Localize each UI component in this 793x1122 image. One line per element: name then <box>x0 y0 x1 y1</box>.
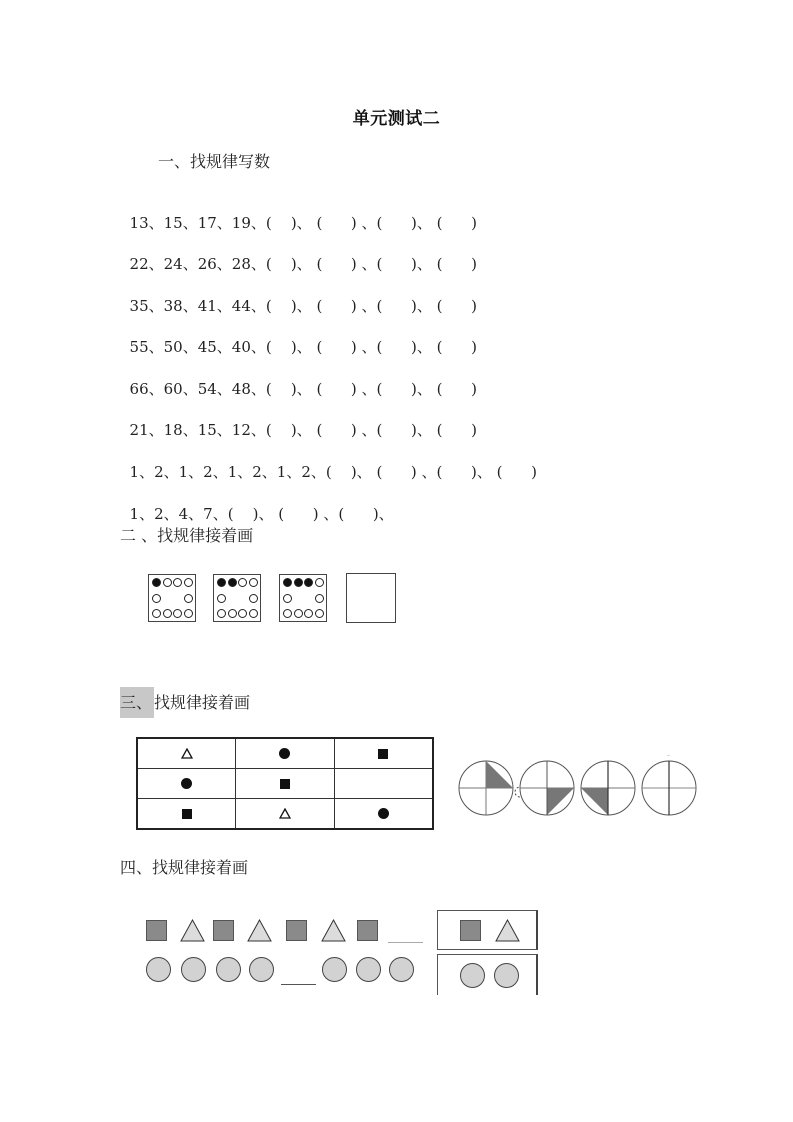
empty-dot-icon <box>315 609 324 618</box>
square-icon <box>182 809 192 819</box>
gray-triangle-icon <box>321 919 346 942</box>
gray-triangle-icon <box>180 919 205 942</box>
sequence-given: 21、18、15、12、 <box>129 421 266 439</box>
empty-dot-icon <box>249 609 258 618</box>
gray-square-icon <box>286 920 307 941</box>
sequence-row <box>120 231 477 273</box>
option-box-circles[interactable] <box>437 954 538 995</box>
filled-dot-icon <box>283 578 292 587</box>
pie-bottom-right-shaded-icon <box>520 761 574 815</box>
answer-blank-line[interactable] <box>281 984 316 985</box>
sequence-blanks[interactable]: ( )、 ( ) 、( )、 ( ) <box>325 463 537 481</box>
triangle-outline-icon <box>279 808 291 819</box>
grid-cell-answer[interactable] <box>334 769 433 799</box>
gray-square-icon <box>146 920 167 941</box>
empty-dot-icon <box>217 609 226 618</box>
empty-dot-icon <box>283 594 292 603</box>
grid-cell <box>137 799 236 830</box>
dice-pattern-3 <box>279 574 327 622</box>
empty-dot-icon <box>184 609 193 618</box>
empty-dot-icon <box>152 609 161 618</box>
sequence-given: 55、50、45、40、 <box>129 338 266 356</box>
dice-pattern-1 <box>148 574 196 622</box>
gray-circle-icon <box>181 957 206 982</box>
square-icon <box>378 749 388 759</box>
sequence-blanks[interactable]: ( )、 ( ) 、( )、 ( ) <box>265 421 477 439</box>
sequence-row <box>120 314 477 356</box>
empty-dot-icon <box>228 609 237 618</box>
empty-dot-icon <box>173 609 182 618</box>
gray-circle-icon <box>494 963 519 988</box>
gray-square-icon <box>460 920 481 941</box>
filled-dot-icon <box>304 578 313 587</box>
gray-circle-icon <box>356 957 381 982</box>
sequence-blanks[interactable]: ( )、 ( ) 、( )、 ( ) <box>265 255 477 273</box>
sequence-given: 1、2、4、7、 <box>129 505 228 523</box>
sequence-blanks[interactable]: ( )、 ( ) 、( )、 <box>227 505 394 523</box>
empty-dot-icon <box>173 578 182 587</box>
sequence-given: 22、24、26、28、 <box>129 255 266 273</box>
shape-grid <box>136 737 434 830</box>
empty-dot-icon <box>238 609 247 618</box>
section1-heading: 一、找规律写数 <box>158 152 271 171</box>
circle-icon <box>378 808 389 819</box>
pie-blank-answer-icon[interactable] <box>642 755 696 815</box>
filled-dot-icon <box>294 578 303 587</box>
pie-sequence <box>455 755 705 825</box>
dice-answer-box[interactable] <box>346 573 396 623</box>
section3-heading-number: 三、 <box>120 687 154 718</box>
pie-bottom-left-shaded-icon <box>581 761 635 815</box>
triangle-outline-icon <box>181 748 193 759</box>
empty-dot-icon <box>238 578 247 587</box>
sequence-row <box>120 397 477 439</box>
circle-icon <box>279 748 290 759</box>
gray-circle-icon <box>216 957 241 982</box>
grid-cell <box>236 799 335 830</box>
sequence-given: 35、38、41、44、 <box>129 297 266 315</box>
sequence-blanks[interactable]: ( )、 ( ) 、( )、 ( ) <box>265 214 477 232</box>
sequence-given: 66、60、54、48、 <box>129 380 266 398</box>
empty-dot-icon <box>217 594 226 603</box>
grid-cell <box>137 769 236 799</box>
sequence-given: 13、15、17、19、 <box>129 214 266 232</box>
empty-dot-icon <box>163 578 172 587</box>
dice-pattern-2 <box>213 574 261 622</box>
grid-cell <box>137 738 236 769</box>
empty-dot-icon <box>249 594 258 603</box>
section3-heading <box>120 690 250 713</box>
answer-blank-line[interactable] <box>388 942 423 943</box>
sequence-row <box>120 356 477 398</box>
gray-circle-icon <box>249 957 274 982</box>
gray-circle-icon <box>389 957 414 982</box>
empty-dot-icon <box>315 594 324 603</box>
empty-dot-icon <box>315 578 324 587</box>
sequence-row <box>120 190 477 232</box>
empty-dot-icon <box>294 609 303 618</box>
sequence-row <box>120 439 537 481</box>
grid-cell <box>236 738 335 769</box>
section2-heading: 二 、找规律接着画 <box>120 526 254 545</box>
grid-cell <box>236 769 335 799</box>
square-icon <box>280 779 290 789</box>
circle-icon <box>181 778 192 789</box>
empty-dot-icon <box>283 609 292 618</box>
filled-dot-icon <box>228 578 237 587</box>
sequence-blanks[interactable]: ( )、 ( ) 、( )、 ( ) <box>265 338 477 356</box>
svg-text:*: * <box>667 755 670 760</box>
empty-dot-icon <box>152 594 161 603</box>
empty-dot-icon <box>249 578 258 587</box>
filled-dot-icon <box>152 578 161 587</box>
section4-heading: 四、找规律接着画 <box>120 858 249 877</box>
gray-square-icon <box>357 920 378 941</box>
empty-dot-icon <box>184 578 193 587</box>
option-box-square-triangle[interactable] <box>437 910 538 950</box>
empty-dot-icon <box>163 609 172 618</box>
sequence-blanks[interactable]: ( )、 ( ) 、( )、 ( ) <box>265 297 477 315</box>
gray-circle-icon <box>146 957 171 982</box>
gray-triangle-icon <box>247 919 272 942</box>
section3-heading-text: 找规律接着画 <box>154 693 251 712</box>
grid-cell <box>334 799 433 830</box>
page-title: 单元测试二 <box>352 109 441 129</box>
empty-dot-icon <box>184 594 193 603</box>
gray-circle-icon <box>322 957 347 982</box>
gray-triangle-icon <box>495 919 520 942</box>
filled-dot-icon <box>217 578 226 587</box>
gray-square-icon <box>213 920 234 941</box>
empty-dot-icon <box>304 609 313 618</box>
sequence-blanks[interactable]: ( )、 ( ) 、( )、 ( ) <box>265 380 477 398</box>
grid-cell <box>334 738 433 769</box>
gray-circle-icon <box>460 963 485 988</box>
sequence-row <box>120 273 477 315</box>
sequence-given: 1、2、1、2、1、2、1、2、 <box>129 463 326 481</box>
pie-top-right-shaded-icon <box>459 761 513 815</box>
sequence-row <box>120 481 394 523</box>
